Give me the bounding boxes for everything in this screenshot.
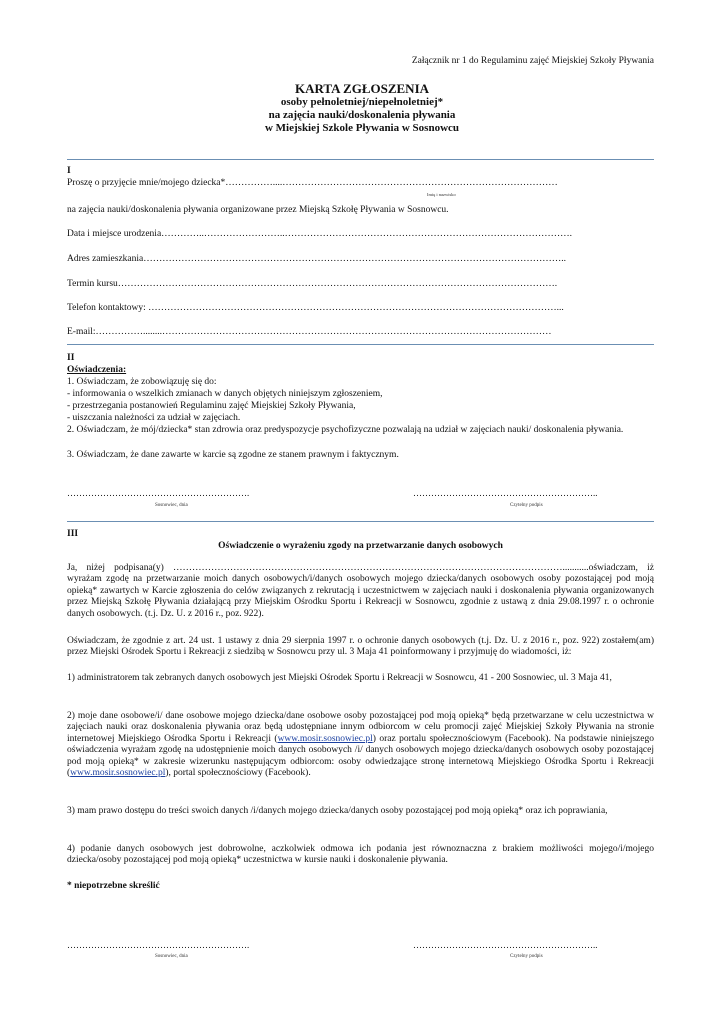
divider [67,159,654,160]
mosir-link[interactable]: www.mosir.sosnowiec.pl [277,733,373,744]
participant-name-field[interactable]: Proszę o przyjęcie mnie/mojego dziecka*……………....…………………………………………………………………………… [67,178,558,188]
info-point-1: 1) administratorem tak zebranych danych osobowych jest Miejski Ośrodek Sportu i Rekreacji w Sosnowcu, 41 - 200 Sosnowiec, ul. 3 Maja 41, [67,673,612,683]
info-point-2-text: ), portal społecznościowy (Facebook). [165,768,311,779]
address-field[interactable]: Adres zamieszkania…………………………………………………………………………………………………………………….. [67,254,566,264]
declaration-line: - informowania o wszelkich zmianach w danych objętych niniejszym zgłoszeniem, [67,389,383,399]
declaration-line: - uiszczania należności za udział w zajęciach. [67,413,241,423]
place-date-label: Sosnowiec, dnia [155,954,188,959]
birth-date-place-field[interactable]: Data i miejsce urodzenia…………..……………………..………………………………………………………………………………. [67,229,573,239]
signature-field[interactable]: …………………………………………………….. [413,488,598,498]
place-date-field[interactable]: ……………………………………………………. [67,488,250,498]
divider [67,521,654,522]
signature-label: Czytelny podpis [510,954,543,959]
declaration-line: 1. Oświadczam, że zobowiązuję się do: [67,377,217,387]
name-field-label: Imię i nazwisko [427,192,456,197]
section-1-number: I [67,166,71,176]
info-point-3: 3) mam prawo dostępu do treści swoich danych /i/danych mojego dziecka/danych osoby pozostającej pod moją opieką* oraz ich poprawiania, [67,806,608,816]
declaration-line: - przestrzegania postanowień Regulaminu zajęć Miejskiej Szkoły Pływania, [67,401,356,411]
classes-statement: na zajęcia nauki/doskonalenia pływania organizowane przez Miejską Szkołę Pływania w Sosnowcu. [67,205,449,215]
footnote: * niepotrzebne skreślić [67,881,160,891]
info-point-2-text: 2) moje dane osobowe/i/ dane osobowe mojego dziecka/dane osobowe osoby pozostającej pod moją opieką* będą przetwarzane w celu uczestnictwa w zajęciach nauki oraz doskonalenia pływania oraz będą udostępniane innym odbiorcom w celu promocji zajęć Miejskiej Szkoły Pływania na stronie internetowej Miejskiego Ośrodka Sportu i Rekreacji ( [67,711,654,744]
phone-field[interactable]: Telefon kontaktowy: …………………………………………………………………………………………………………………... [67,303,564,313]
consent-paragraph: Ja, niżej podpisana(y) ……………………………………………………………………………………………………………...........oświadczam, iż wyrażam zgodę na przetwarzanie moich danych osobowych/i/danych osobowych mojego dziecka/danych osobowych osoby pozostającej pod moją opieką* zawartych w Karcie zgłoszenia do celów związanych z rekrutacją i uczestnictwem w zajęciach nauki i doskonalenia pływania organizowanych przez Miejską Szkołę Pływania działającą przy Miejskim Ośrodku Sportu i Rekreacji w Sosnowcu, zgodnie z ustawą z dnia 29.08.1997 r. o ochronie danych osobowych. (t.j. Dz. U. z 2016 r., poz. 922). [67,563,654,619]
title-line-2: osoby pełnoletniej/niepełnoletniej* [280,96,444,108]
info-point-4: 4) podanie danych osobowych jest dobrowolne, aczkolwiek odmowa ich podania jest równoznaczna z brakiem możliwości mojego/i/mojego dziecka/osoby pozostającej pod moją opieką* uczestnictwa w kursie nauki i doskonalenie pływania. [67,844,654,866]
form-title [0,82,724,135]
mosir-link[interactable]: www.mosir.sosnowiec.pl [70,768,166,779]
declaration-line: 2. Oświadczam, że mój/dziecka* stan zdrowia oraz predyspozycje psychofizyczne pozwalają na udział w zajęciach nauki/ doskonalenia pływania. [67,425,624,435]
title-line-3: na zajęcia nauki/doskonalenia pływania [268,109,456,121]
signature-label: Czytelny podpis [510,503,543,508]
info-point-2 [67,711,654,779]
declarations-heading: Oświadczenia: [67,365,127,375]
divider [67,344,654,345]
place-date-label: Sosnowiec, dnia [155,503,188,508]
signature-field[interactable]: …………………………………………………….. [413,940,598,950]
section-3-number: III [67,529,79,539]
title-line-4: w Miejskiej Szkole Pływania w Sosnowcu [264,122,460,134]
course-term-field[interactable]: Termin kursu…………………………………………………………………………………………………………………………. [67,279,558,289]
email-field[interactable]: E-mail:……………........…………………………………………………………………………………………………………… [67,327,552,337]
declaration-line: 3. Oświadczam, że dane zawarte w karcie są zgodne ze stanem prawnym i faktycznym. [67,450,399,460]
annex-note: Załącznik nr 1 do Regulaminu zajęć Miejskiej Szkoły Pływania [411,56,654,66]
place-date-field[interactable]: ……………………………………………………. [67,940,250,950]
title-main: KARTA ZGŁOSZENIA [294,81,430,96]
info-paragraph: Oświadczam, że zgodnie z art. 24 ust. 1 ustawy z dnia 29 sierpnia 1997 r. o ochronie danych osobowych (t.j. Dz. U. z 2016 r., poz. 922) zostałem(am) przez Miejski Ośrodek Sportu i Rekreacji z siedzibą w Sosnowcu przy ul. 3 Maja 41 poinformowany i przyjmuję do wiadomości, iż: [67,636,654,658]
section-2-number: II [67,353,75,363]
info-point-2-text: ) oraz portalu społecznościowym (Facebook). Na podstawie niniejszego oświadczenia wyrażam zgodę na udostępnienie moich danych osobowych /i/ danych osobowych mojego dziecka/danych osobowych osoby pozostającej pod moją opieką* w zakresie wizerunku następującym odbiorcom: osoby odwiedzające stronę internetową Miejskiego Ośrodka Sportu i Rekreacji ( [67,733,654,779]
consent-heading: Oświadczenie o wyrażeniu zgody na przetwarzanie danych osobowych [218,541,503,551]
